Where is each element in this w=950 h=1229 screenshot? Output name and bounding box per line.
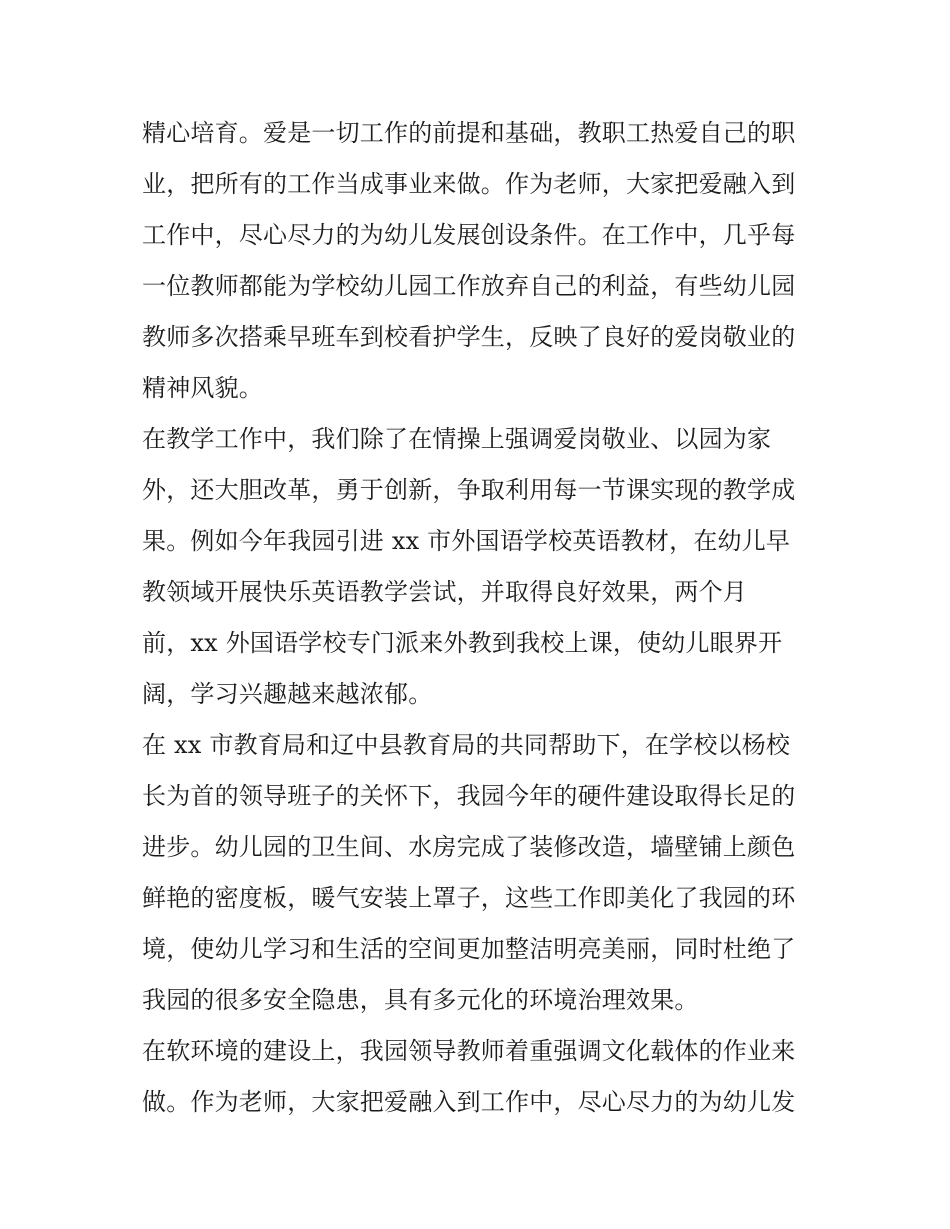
text-line: 鲜艳的密度板，暖气安装上罩子，这些工作即美化了我园的环 [142, 884, 796, 912]
paragraph-1 [142, 108, 822, 414]
text-line: 做。作为老师，大家把爱融入到工作中，尽心尽力的为幼儿发 [142, 1088, 796, 1116]
text-line: 前，xx 外国语学校专门派来外教到我校上课，使幼儿眼界开 [142, 629, 783, 657]
text-line: 进步。幼儿园的卫生间、水房完成了装修改造，墙壁铺上颜色 [142, 833, 796, 861]
text-line: 外，还大胆改革，勇于创新，争取利用每一节课实现的教学成 [142, 476, 796, 504]
paragraph-4 [142, 1026, 822, 1128]
paragraph-3 [142, 720, 822, 1026]
text-line: 在 xx 市教育局和辽中县教育局的共同帮助下，在学校以杨校 [142, 731, 791, 759]
text-line: 在教学工作中，我们除了在情操上强调爱岗敬业、以园为家 [142, 425, 772, 453]
text-line: 教领域开展快乐英语教学尝试，并取得良好效果，两个月 [142, 578, 747, 606]
text-line: 工作中，尽心尽力的为幼儿发展创设条件。在工作中，几乎每 [142, 221, 796, 249]
text-line: 精心培育。爱是一切工作的前提和基础，教职工热爱自己的职 [142, 119, 796, 147]
text-line: 境，使幼儿学习和生活的空间更加整洁明亮美丽，同时杜绝了 [142, 935, 796, 963]
text-line: 在软环境的建设上，我园领导教师着重强调文化载体的作业来 [142, 1037, 796, 1065]
text-line: 果。例如今年我园引进 xx 市外国语学校英语教材，在幼儿早 [142, 527, 791, 555]
text-line: 教师多次搭乘早班车到校看护学生，反映了良好的爱岗敬业的 [142, 323, 796, 351]
document-body [142, 108, 822, 1128]
paragraph-2 [142, 414, 822, 720]
text-line: 长为首的领导班子的关怀下，我园今年的硬件建设取得长足的 [142, 782, 796, 810]
text-line: 精神风貌。 [142, 374, 263, 402]
text-line: 业，把所有的工作当成事业来做。作为老师，大家把爱融入到 [142, 170, 796, 198]
text-line: 我园的很多安全隐患，具有多元化的环境治理效果。 [142, 986, 699, 1014]
text-line: 阔，学习兴趣越来越浓郁。 [142, 680, 433, 708]
text-line: 一位教师都能为学校幼儿园工作放弃自己的利益，有些幼儿园 [142, 272, 796, 300]
